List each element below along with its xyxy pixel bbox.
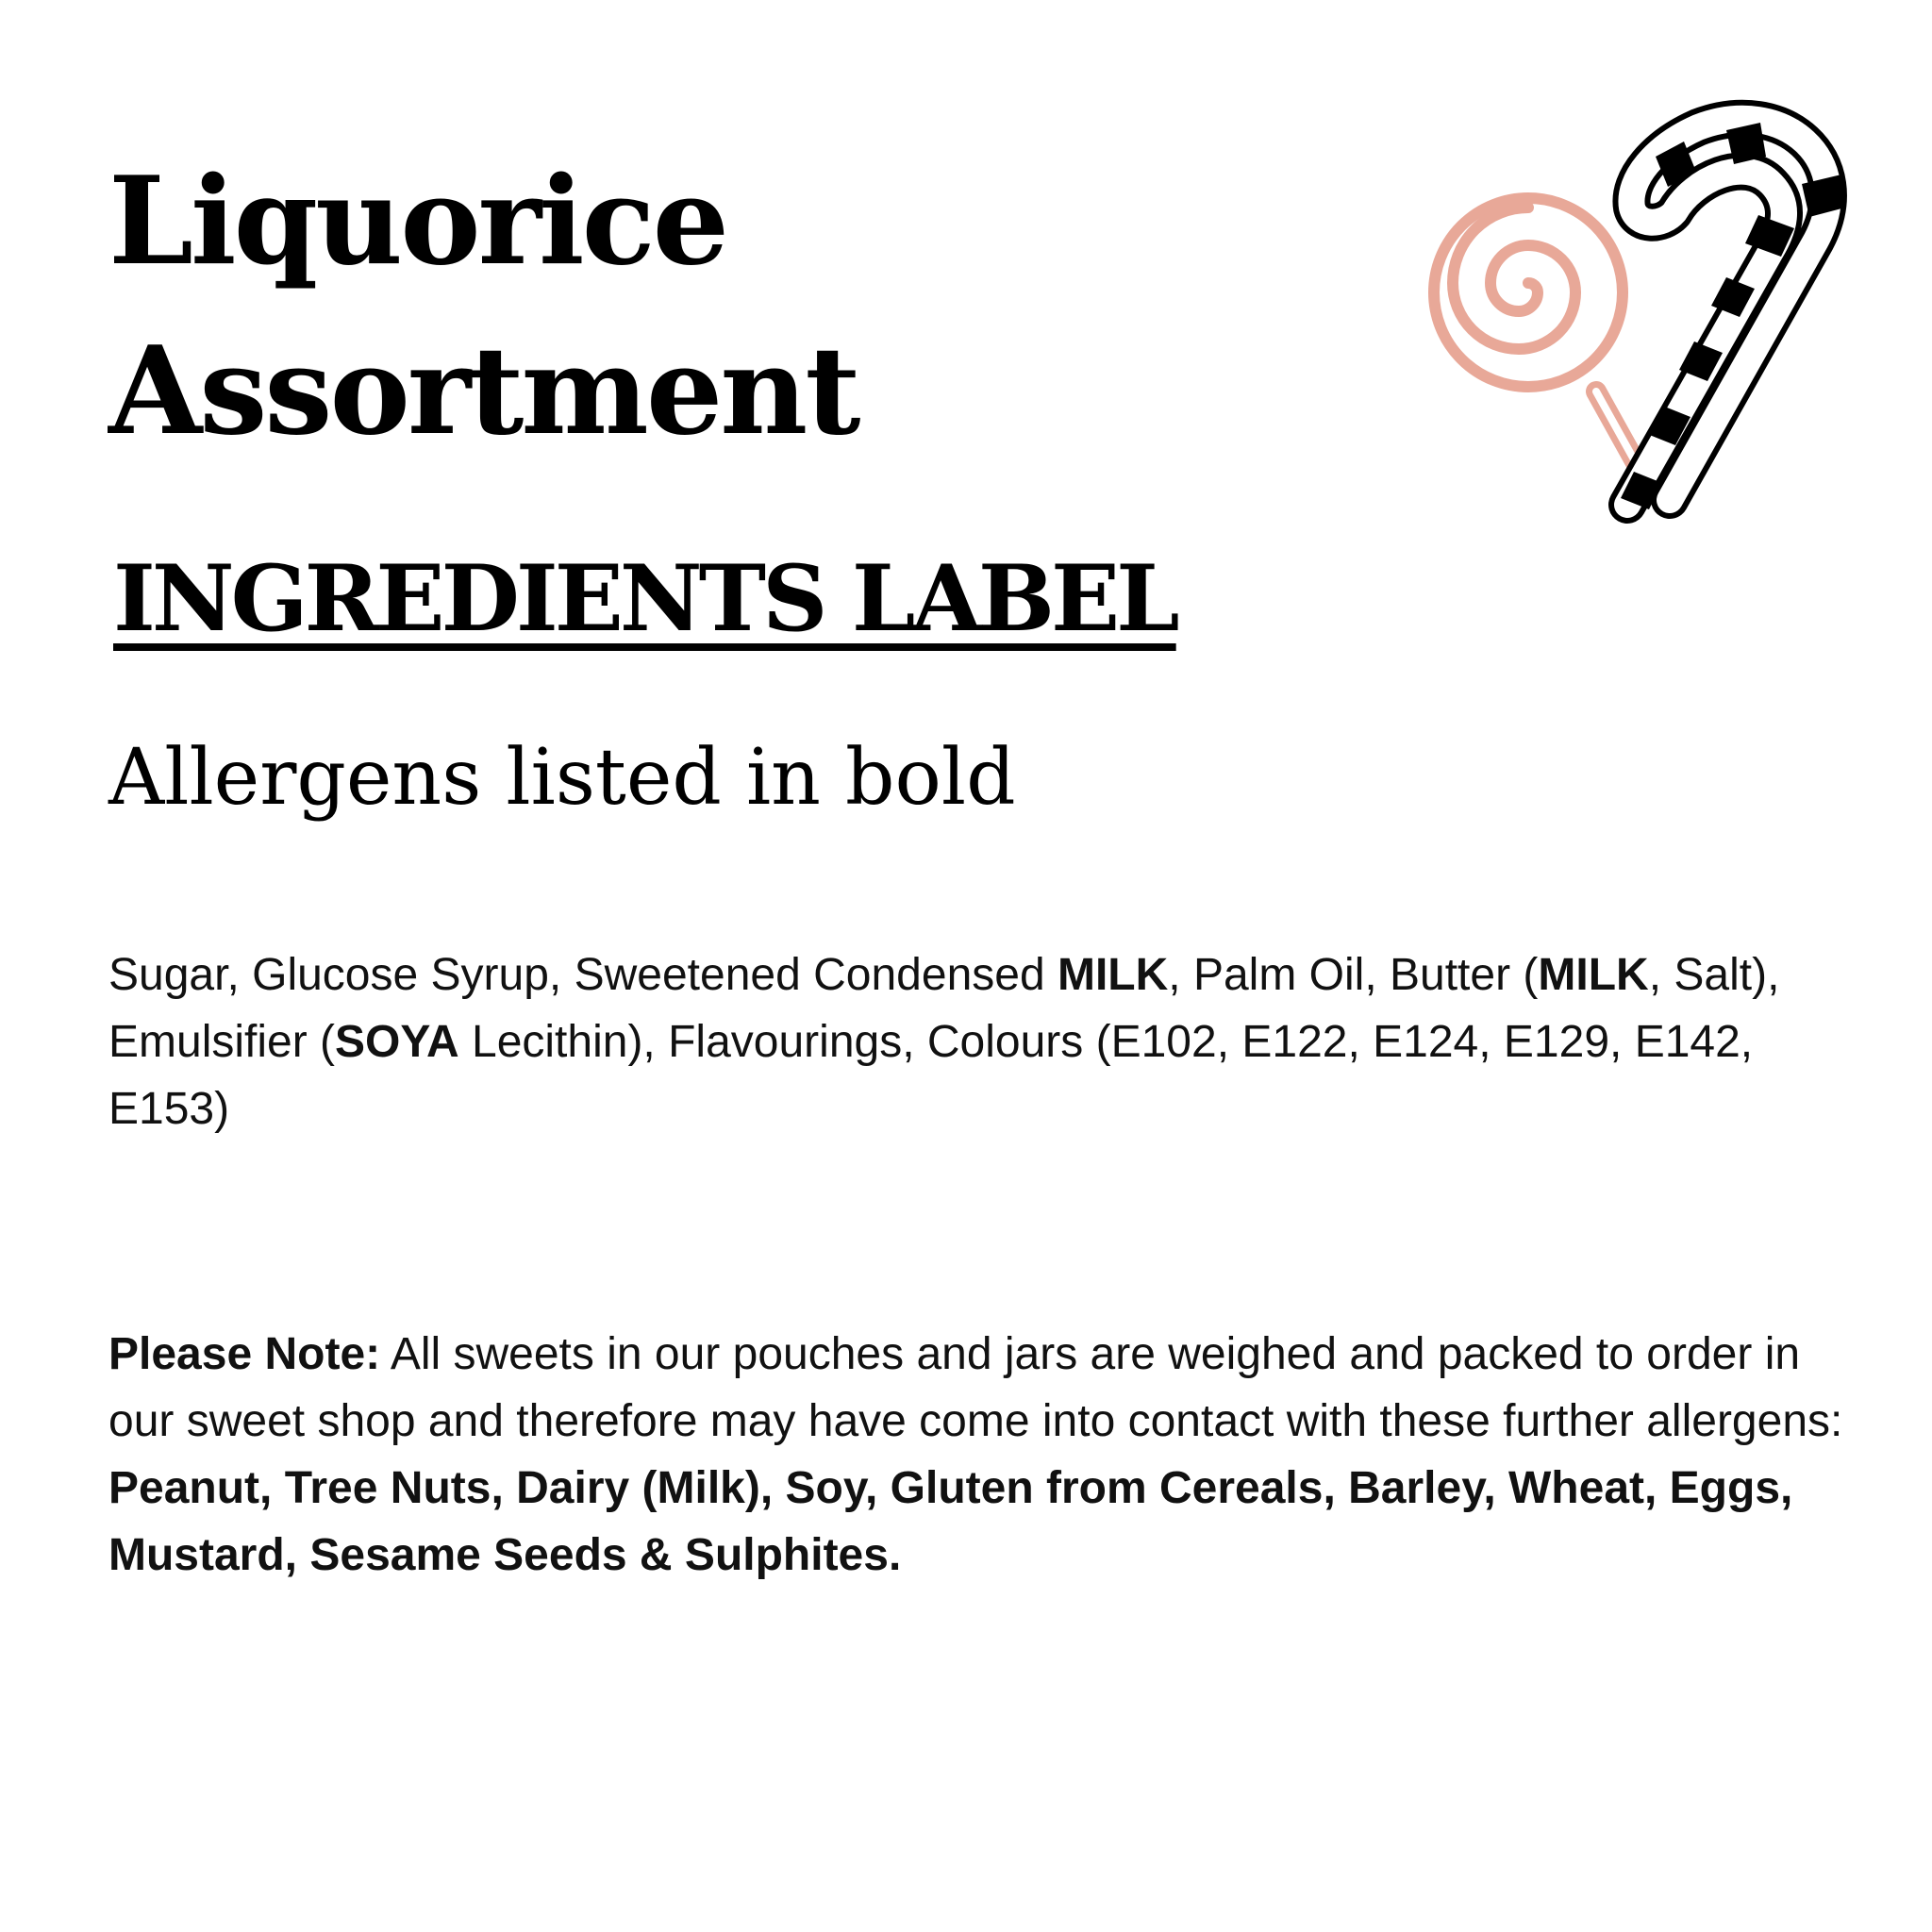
please-note-paragraph <box>108 1321 1863 1589</box>
sweets-illustration <box>1415 94 1858 528</box>
page-title <box>108 137 858 476</box>
lollipop-icon <box>1434 198 1643 476</box>
ingredients-text-4: Lecithin), Flavourings, Colours (E102, E122, E124, E129, E142, E153) <box>108 1017 1754 1134</box>
allergen-milk-2: MILK <box>1538 950 1649 1000</box>
title-line-1: Liquorice <box>108 151 726 292</box>
ingredients-text-2: , Palm Oil, Butter ( <box>1168 950 1539 1000</box>
title-line-2: Assortment <box>108 321 858 462</box>
further-allergens-list: Peanut, Tree Nuts, Dairy (Milk), Soy, Gluten from Cereals, Barley, Wheat, Eggs, Mustard, Sesame Seeds & Sulphites. <box>108 1463 1793 1580</box>
please-note-text: All sweets in our pouches and jars are weighed and packed to order in our sweet shop and therefore may have come into contact with these further allergens: <box>108 1329 1843 1446</box>
candy-cane-icon <box>1621 119 1845 509</box>
ingredients-text-1: Sugar, Glucose Syrup, Sweetened Condensed <box>108 950 1058 1000</box>
allergen-note-heading: Allergens listed in bold <box>108 733 1016 823</box>
ingredients-label-heading: INGREDIENTS LABEL <box>113 545 1176 652</box>
sweets-svg <box>1415 94 1858 528</box>
ingredients-text-3: , Salt), Emulsifier ( <box>108 950 1780 1067</box>
please-note-label: Please Note: <box>108 1329 381 1379</box>
ingredients-list <box>108 941 1863 1142</box>
allergen-milk: MILK <box>1057 950 1169 1000</box>
allergen-soya: SOYA <box>335 1017 459 1067</box>
